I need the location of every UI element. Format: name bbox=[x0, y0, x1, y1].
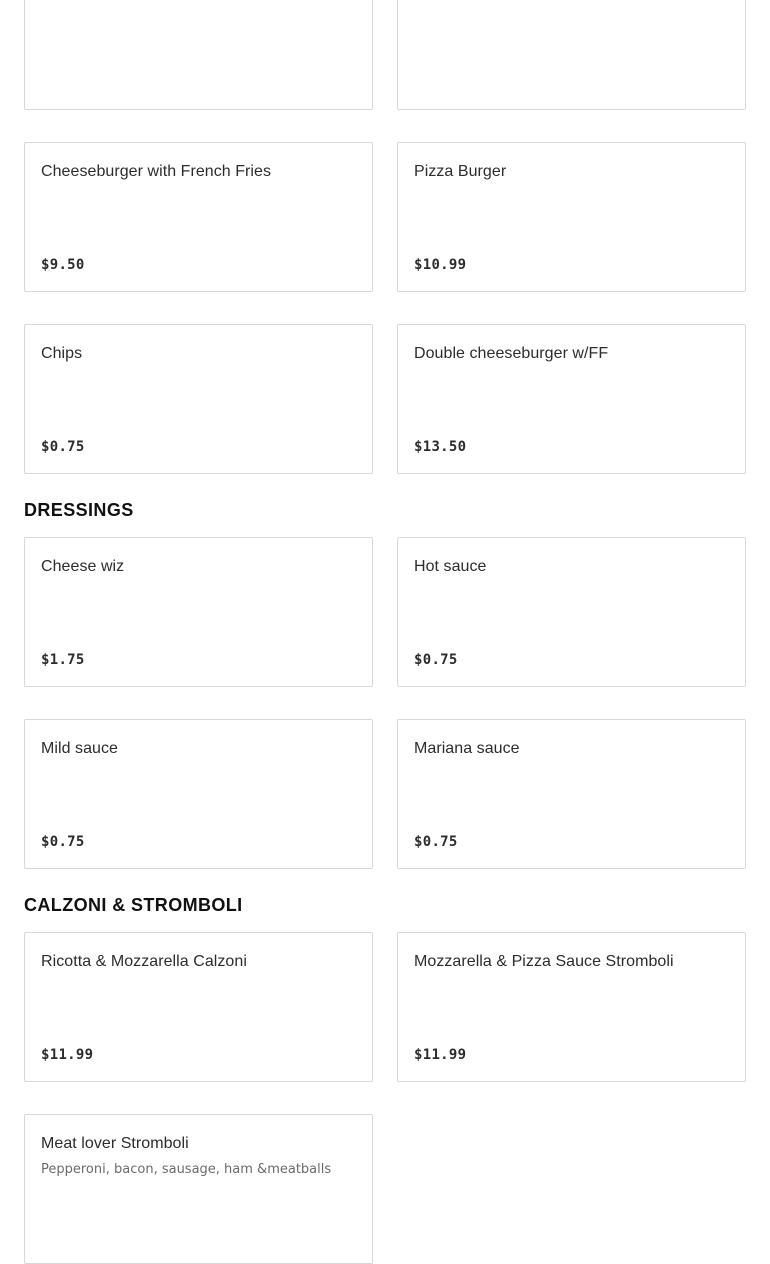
menu-item-price: $1.75 bbox=[41, 652, 85, 668]
menu-item-title: Pizza Burger bbox=[414, 163, 507, 180]
menu-item-card[interactable] bbox=[397, 537, 746, 687]
menu-item-card[interactable] bbox=[24, 1114, 373, 1264]
menu-item-price: $0.75 bbox=[41, 834, 85, 850]
menu-item-card[interactable] bbox=[24, 932, 373, 1082]
menu-item-title: Mozzarella & Pizza Sauce Stromboli bbox=[414, 953, 674, 970]
menu-item-title: Meat lover Stromboli bbox=[41, 1135, 189, 1152]
menu-item-card[interactable] bbox=[397, 932, 746, 1082]
menu-item-price: $11.99 bbox=[41, 1047, 94, 1063]
menu-item-price: $13.50 bbox=[414, 439, 467, 455]
menu-item-card[interactable] bbox=[24, 142, 373, 292]
menu-item-card[interactable] bbox=[24, 324, 373, 474]
menu-item-title: Cheeseburger with French Fries bbox=[41, 163, 272, 180]
menu-item-title: Mild sauce bbox=[41, 740, 118, 757]
menu-item-card[interactable] bbox=[24, 0, 373, 110]
menu-item-card[interactable] bbox=[24, 719, 373, 869]
menu-item-description: Pepperoni, bacon, sausage, ham &meatballs bbox=[41, 1162, 332, 1177]
menu-item-card[interactable] bbox=[397, 0, 746, 110]
menu-grid-burgers bbox=[24, 0, 746, 474]
menu-item-title: Cheese wiz bbox=[41, 558, 125, 575]
menu-item-price: $0.75 bbox=[41, 439, 85, 455]
menu-item-title: Chips bbox=[41, 345, 83, 362]
menu-grid-dressings bbox=[24, 537, 746, 869]
menu-item-price: $9.50 bbox=[41, 257, 85, 273]
menu-item-price: $10.99 bbox=[414, 257, 467, 273]
menu-item-title: Hot sauce bbox=[414, 558, 487, 575]
menu-item-card[interactable] bbox=[24, 537, 373, 687]
menu-item-price: $11.99 bbox=[414, 1047, 467, 1063]
menu-item-card[interactable] bbox=[397, 142, 746, 292]
menu-item-title: Ricotta & Mozzarella Calzoni bbox=[41, 953, 247, 970]
menu-grid-calzoni bbox=[24, 932, 746, 1264]
menu-page bbox=[24, 0, 746, 1264]
section-heading-calzoni-stromboli: CALZONI & STROMBOLI bbox=[24, 895, 243, 915]
menu-item-card[interactable] bbox=[397, 324, 746, 474]
menu-item-price: $0.75 bbox=[414, 652, 458, 668]
section-heading-dressings: DRESSINGS bbox=[24, 500, 134, 520]
menu-item-card[interactable] bbox=[397, 719, 746, 869]
menu-item-title: Mariana sauce bbox=[414, 740, 520, 757]
menu-item-title: Double cheeseburger w/FF bbox=[414, 345, 609, 362]
menu-item-price: $0.75 bbox=[414, 834, 458, 850]
